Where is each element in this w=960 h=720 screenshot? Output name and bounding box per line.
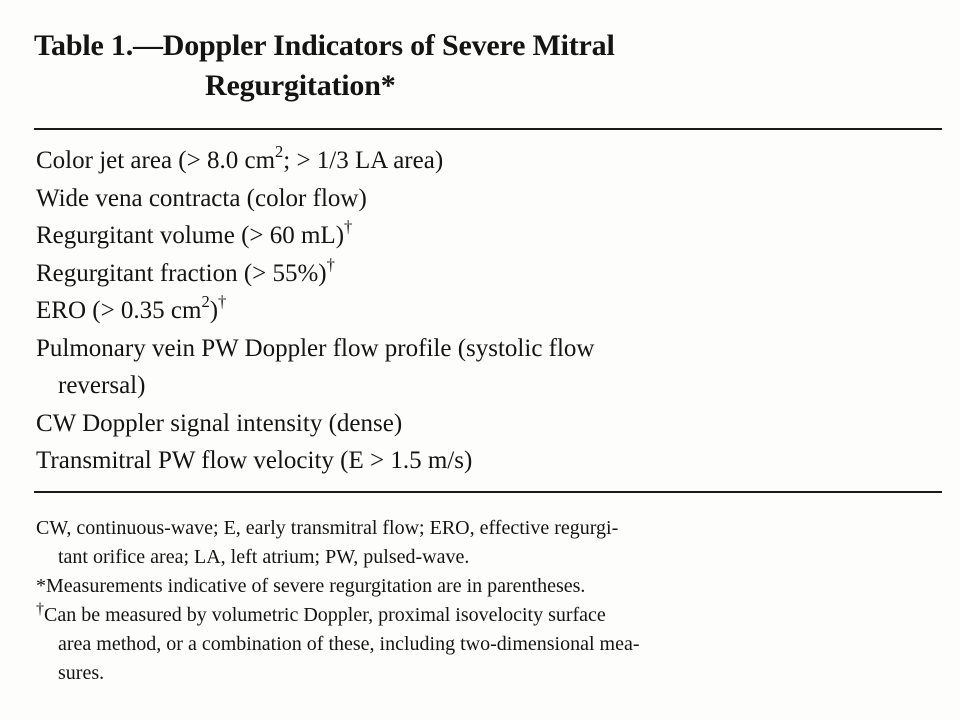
indicator-list	[36, 142, 936, 480]
indicator-row: Regurgitant volume (> 60 mL)†	[36, 217, 353, 249]
top-rule	[34, 128, 942, 130]
footnote-dagger-line-2: area method, or a combination of these, including two-dimensional mea-	[58, 633, 640, 655]
indicator-row: Regurgitant fraction (> 55%)†	[36, 254, 335, 287]
footnote-star: *Measurements indicative of severe regurgitation are in parentheses.	[36, 575, 586, 597]
indicator-row: Wide vena contracta (color flow)	[36, 184, 367, 212]
table-title-line-2: Regurgitation*	[205, 69, 396, 102]
footnote-dagger: †Can be measured by volumetric Doppler, proximal isovelocity surface	[36, 600, 606, 626]
table-title-line-1: Table 1.—Doppler Indicators of Severe Mitral	[34, 29, 615, 62]
table-footnotes	[36, 514, 946, 688]
indicator-row: Pulmonary vein PW Doppler flow profile (systolic flow reversal)	[36, 334, 595, 399]
table-title	[34, 26, 934, 106]
indicator-row: Color jet area (> 8.0 $cm^2$; > 1/3 LA area)	[36, 142, 444, 174]
indicator-row: CW Doppler signal intensity (dense)	[36, 409, 403, 437]
indicator-row: ERO (> 0.35 $cm^2)^\dagger$	[36, 292, 227, 324]
abbreviations-line-2: tant orifice area; LA, left atrium; PW, pulsed-wave.	[58, 546, 470, 568]
footnote-dagger-line-3: sures.	[58, 662, 105, 684]
abbreviations-line-1: CW, continuous-wave; E, early transmitral flow; ERO, effective regurgi-	[36, 517, 619, 539]
bottom-rule	[34, 491, 942, 493]
indicator-row: Transmitral PW flow velocity (E > 1.5 m/s)	[36, 447, 473, 474]
